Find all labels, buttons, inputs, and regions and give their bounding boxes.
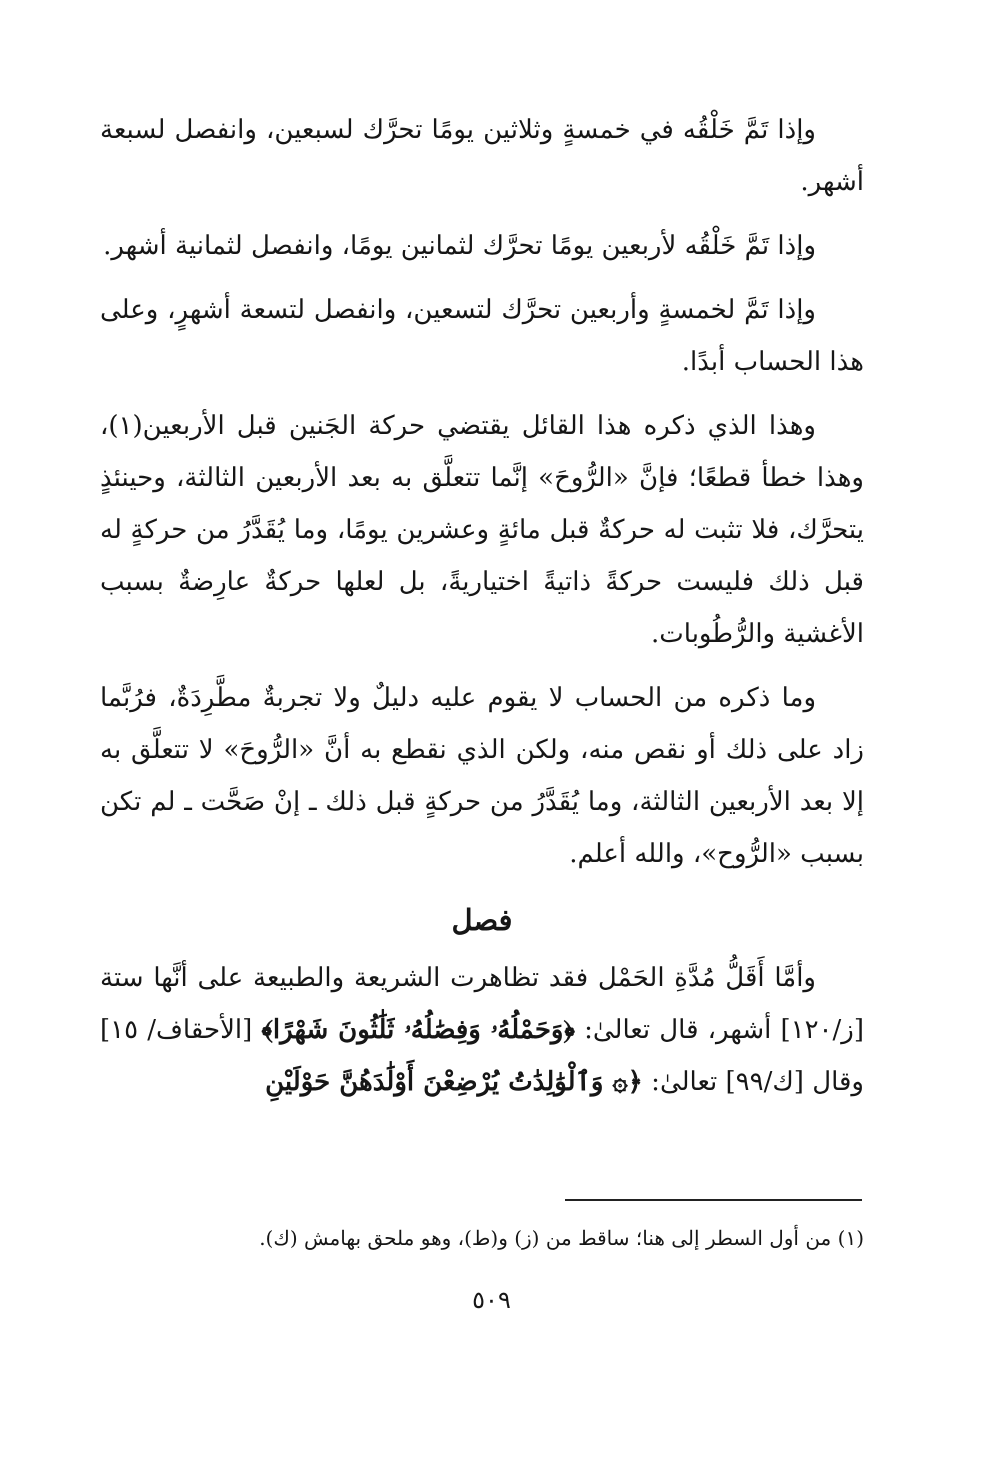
quran-verse-1: ﴿وَحَمْلُهُۥ وَفِصَٰلُهُۥ ثَلَٰثُونَ شَهْرًا﴾: [261, 1015, 575, 1045]
paragraph-3: وإذا تَمَّ لخمسةٍ وأربعين تحرَّك لتسعين، وانفصل لتسعة أشهرٍ، وعلى هذا الحساب أبدًا.: [100, 295, 864, 377]
footnote: (١) من أول السطر إلى هنا؛ ساقط من (ز) و(ط)، وهو ملحق بهامش (ك).: [259, 1226, 864, 1250]
paragraph-1: وإذا تَمَّ خَلْقُه في خمسةٍ وثلاثين يومًا تحرَّك لسبعين، وانفصل لسبعة أشهر.: [100, 115, 864, 197]
paragraph-6-mid: [الأحقاف/ ١٥] وقال [ك/٩٩] تعالىٰ:: [100, 1015, 864, 1097]
quran-verse-2: ﴿۞ وَٱلْوَٰلِدَٰتُ يُرْضِعْنَ أَوْلَٰدَهُنَّ حَوْلَيْنِ: [265, 1067, 643, 1097]
section-heading: فصل: [451, 903, 513, 937]
paragraph-5: وما ذكره من الحساب لا يقوم عليه دليلٌ ولا تجربةٌ مطَّرِدَةٌ، فرُبَّما زاد على ذلك أو نقص منه، ولكن الذي نقطع به أنَّ «الرُّوحَ» لا تتعلَّق به إلا بعد الأربعين الثالثة، وما يُقَدَّرُ من حركةٍ قبل ذلك ـ إنْ صَحَّت ـ لم تكن بسبب «الرُّوح»، والله أعلم.: [100, 683, 864, 869]
paragraph-6-lead: وأمَّا أَقَلُّ مُدَّةِ الحَمْل فقد تظاهرت الشريعة والطبيعة على أنَّها ستة [ز/١٢٠] أشهر، قال تعالىٰ:: [100, 963, 864, 1045]
footnote-divider: [565, 1199, 862, 1201]
paragraph-2: وإذا تَمَّ خَلْقُه لأربعين يومًا تحرَّك لثمانين يومًا، وانفصل لثمانية أشهر.: [103, 231, 816, 261]
paragraph-6: [100, 952, 864, 1108]
page-number: ٥٠٩: [472, 1286, 511, 1314]
page-body: [100, 104, 864, 1120]
paragraph-4: وهذا الذي ذكره هذا القائل يقتضي حركة الجَنين قبل الأربعين(١)، وهذا خطأ قطعًا؛ فإنَّ «الرُّوحَ» إنَّما تتعلَّق به بعد الأربعين الثالثة، وحينئذٍ يتحرَّك، فلا تثبت له حركةٌ قبل مائةٍ وعشرين يومًا، وما يُقَدَّرُ من حركةٍ له قبل ذلك فليست حركةً ذاتيةً اختياريةً، بل لعلها حركةٌ عارِضةٌ بسبب الأغشية والرُّطُوبات.: [100, 411, 864, 649]
